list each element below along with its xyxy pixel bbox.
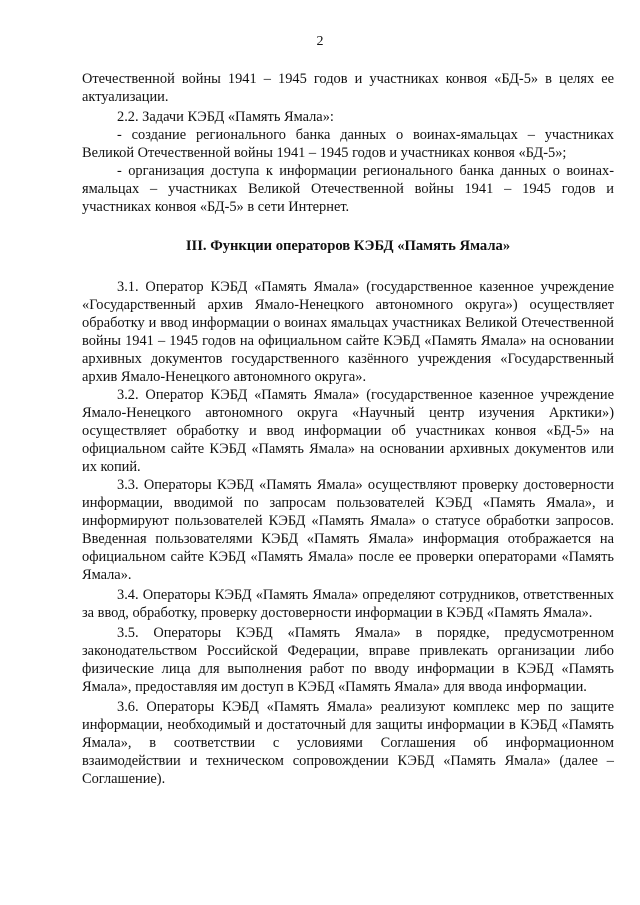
paragraph-3-6: 3.6. Операторы КЭБД «Память Ямала» реализуют комплекс мер по защите информации, необходимый и достаточный для защиты информации в КЭБД «Память Ямала», в соответствии с условиями Соглашения об информационном взаимодействии и техническом сопровождении КЭБД «Память Ямала» (далее – Соглашение). xyxy=(82,699,614,787)
paragraph-3-4: 3.4. Операторы КЭБД «Память Ямала» определяют сотрудников, ответственных за ввод, обработку, проверку достоверности информации в КЭБД «Память Ямала». xyxy=(82,587,614,621)
paragraph-task-2: - организация доступа к информации регионального банка данных о воинах-ямальцах – участниках Великой Отечественной войны 1941 – 1945 годов и участниках конвоя «БД-5» в сети Интернет. xyxy=(82,163,614,215)
paragraph-3-5: 3.5. Операторы КЭБД «Память Ямала» в порядке, предусмотренном законодательством Российской Федерации, вправе привлекать организации либо физические лица для выполнения работ по вводу информации в КЭБД «Память Ямала», предоставляя им доступ в КЭБД «Память Ямала» для ввода информации. xyxy=(82,625,614,695)
section-heading: III. Функции операторов КЭБД «Память Ямала» xyxy=(185,238,511,254)
page-number: 2 xyxy=(316,34,324,49)
paragraph-tasks-title: 2.2. Задачи КЭБД «Память Ямала»: xyxy=(117,109,334,125)
paragraph-task-1: - создание регионального банка данных о воинах-ямальцах – участниках Великой Отечественной войны 1941 – 1945 годов и участниках конвоя «БД-5»; xyxy=(82,127,614,161)
paragraph-3-1: 3.1. Оператор КЭБД «Память Ямала» (государственное казенное учреждение «Государственный архив Ямало-Ненецкого автономного округа») осуществляет обработку и ввод информации о воинах ямальцах участниках Великой Отечественной войны 1941 – 1945 годов на официальном сайте КЭБД «Память Ямала» на основании архивных документов государственного казённого учреждения «Государственный архив Ямало-Ненецкого автономного округа». xyxy=(82,279,614,385)
paragraph-3-2: 3.2. Оператор КЭБД «Память Ямала» (государственное казенное учреждение Ямало-Ненецкого автономного округа «Научный центр изучения Арктики») осуществляет обработку и ввод информации об участниках конвоя «БД-5» на официальном сайте КЭБД «Память Ямала» на основании архивных документов или их копий. xyxy=(82,387,614,475)
paragraph-3-3: 3.3. Операторы КЭБД «Память Ямала» осуществляют проверку достоверности информации, вводимой по запросам пользователей КЭБД «Память Ямала», и информируют пользователей КЭБД «Память Ямала» о статусе обработки запросов. Введенная пользователями КЭБД «Память Ямала» информация отображается на официальном сайте КЭБД «Память Ямала» после ее проверки операторами «Память Ямала». xyxy=(82,477,614,583)
paragraph-continuation: Отечественной войны 1941 – 1945 годов и участниках конвоя «БД-5» в целях ее актуализации. xyxy=(82,71,614,105)
document-body xyxy=(82,70,614,788)
